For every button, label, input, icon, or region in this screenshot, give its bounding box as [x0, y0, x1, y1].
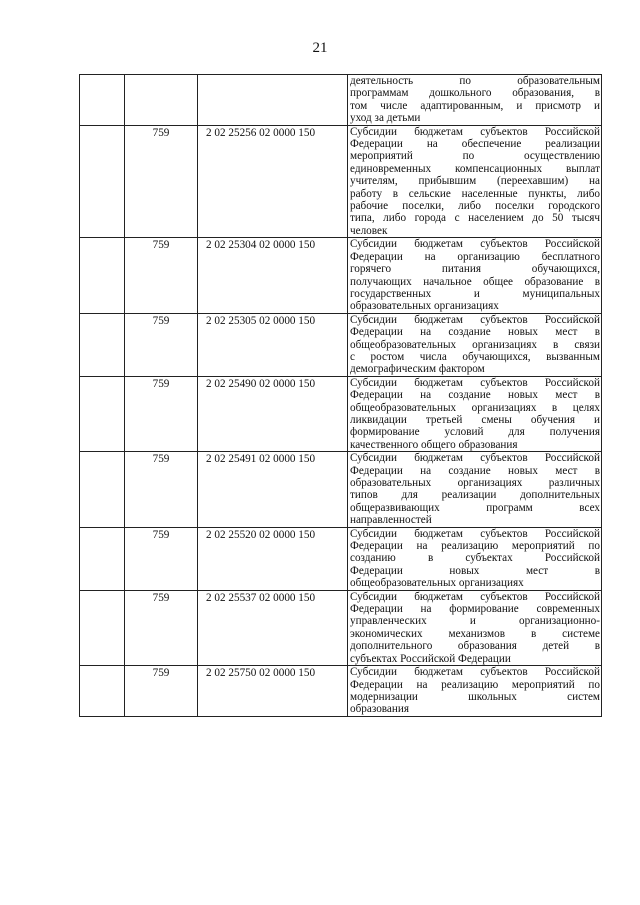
classification-code-cell — [198, 75, 348, 126]
table-row — [80, 313, 602, 376]
admin-code-cell: 759 — [125, 376, 198, 451]
description-line: модернизации школьных систем — [350, 690, 600, 703]
table-row — [80, 125, 602, 238]
admin-code-cell: 759 — [125, 313, 198, 376]
description-cell — [348, 125, 602, 238]
description-line: Субсидии бюджетам субъектов Российской — [350, 452, 600, 465]
blank-cell — [80, 75, 125, 126]
table-row — [80, 376, 602, 451]
description-line: общеобразовательных организациях в связи — [350, 338, 600, 351]
blank-cell — [80, 590, 125, 665]
description-cell — [348, 590, 602, 665]
description-line: горячего питания обучающихся, — [350, 263, 600, 276]
description-cell — [348, 452, 602, 527]
table-row — [80, 238, 602, 313]
description-line: том числе адаптированным, и присмотр и — [350, 99, 600, 112]
blank-cell — [80, 527, 125, 590]
description-line: Федерации на обеспечение реализации — [350, 138, 600, 151]
classification-code-cell: 2 02 25304 02 0000 150 — [198, 238, 348, 313]
description-line: человек — [350, 224, 388, 237]
classification-code-cell: 2 02 25490 02 0000 150 — [198, 376, 348, 451]
description-line: уход за детьми — [350, 112, 421, 125]
description-line: управленческих и организационно- — [350, 615, 600, 628]
description-line: программам дошкольного образования, в — [350, 87, 600, 100]
admin-code-cell — [125, 75, 198, 126]
table-row — [80, 666, 602, 717]
admin-code-cell: 759 — [125, 452, 198, 527]
blank-cell — [80, 376, 125, 451]
blank-cell — [80, 666, 125, 717]
table-row — [80, 75, 602, 126]
admin-code-cell: 759 — [125, 125, 198, 238]
table-row — [80, 590, 602, 665]
blank-cell — [80, 452, 125, 527]
page-number: 21 — [312, 40, 328, 56]
description-cell — [348, 313, 602, 376]
description-line: образования — [350, 703, 410, 716]
blank-cell — [80, 238, 125, 313]
description-line: Федерации на создание новых мест в — [350, 389, 600, 402]
description-cell — [348, 666, 602, 717]
description-line: субъектах Российской Федерации — [350, 652, 511, 665]
table-body — [80, 75, 602, 717]
classification-code-cell: 2 02 25256 02 0000 150 — [198, 125, 348, 238]
description-cell — [348, 376, 602, 451]
description-line: мероприятий по осуществлению — [350, 150, 600, 163]
description-line: Федерации на создание новых мест в — [350, 464, 600, 477]
description-line: Субсидии бюджетам субъектов Российской — [350, 238, 600, 251]
table-row — [80, 452, 602, 527]
description-line: Субсидии бюджетам субъектов Российской — [350, 313, 600, 326]
description-line: типа, либо города с населением до 50 тысяч — [350, 212, 600, 225]
blank-cell — [80, 125, 125, 238]
classification-code-cell: 2 02 25520 02 0000 150 — [198, 527, 348, 590]
description-line: типов для реализации дополнительных — [350, 489, 600, 502]
classification-code-cell: 2 02 25491 02 0000 150 — [198, 452, 348, 527]
description-line: Субсидии бюджетам субъектов Российской — [350, 376, 600, 389]
description-line: Федерации на организацию бесплатного — [350, 250, 600, 263]
description-line: Федерации на реализацию мероприятий по — [350, 540, 600, 553]
description-cell — [348, 527, 602, 590]
description-line: учителям, прибывшим (переехавшим) на — [350, 175, 600, 188]
admin-code-cell: 759 — [125, 666, 198, 717]
classification-code-cell: 2 02 25537 02 0000 150 — [198, 590, 348, 665]
description-line: Субсидии бюджетам субъектов Российской — [350, 590, 600, 603]
description-line: Федерации новых мест в — [350, 564, 600, 577]
description-line: демографическим фактором — [350, 363, 485, 376]
blank-cell — [80, 313, 125, 376]
description-line: общеобразовательных организациях — [350, 577, 524, 590]
description-line: с ростом числа обучающихся, вызванным — [350, 350, 600, 363]
description-line: общеразвивающих программ всех — [350, 501, 600, 514]
description-line: общеобразовательных организациях в целях — [350, 401, 600, 414]
description-line: созданию в субъектах Российской — [350, 552, 600, 565]
description-line: качественного общего образования — [350, 438, 518, 451]
description-line: Субсидии бюджетам субъектов Российской — [350, 527, 600, 540]
description-line: Федерации на формирование современных — [350, 603, 600, 616]
description-line: Федерации на реализацию мероприятий по — [350, 678, 600, 691]
admin-code-cell: 759 — [125, 527, 198, 590]
description-line: экономических механизмов в системе — [350, 627, 600, 640]
description-line: работу в сельские населенные пункты, либо — [350, 187, 600, 200]
description-line: деятельность по образовательным — [350, 75, 600, 87]
description-line: ликвидации третьей смены обучения и — [350, 413, 600, 426]
description-line: образовательных организациях различных — [350, 477, 600, 489]
description-cell — [348, 238, 602, 313]
description-line: получающих начальное общее образование в — [350, 275, 600, 288]
description-line: формирование условий для получения — [350, 426, 600, 439]
description-line: дополнительного образования детей в — [350, 640, 600, 653]
description-line: образовательных организациях — [350, 300, 499, 313]
description-line: Федерации на создание новых мест в — [350, 326, 600, 339]
budget-classification-table — [79, 74, 602, 717]
description-line: рабочие поселки, либо поселки городского — [350, 200, 600, 213]
description-line: государственных и муниципальных — [350, 287, 600, 300]
admin-code-cell: 759 — [125, 238, 198, 313]
classification-code-cell: 2 02 25305 02 0000 150 — [198, 313, 348, 376]
description-line: направленностей — [350, 514, 432, 527]
admin-code-cell: 759 — [125, 590, 198, 665]
description-cell — [348, 75, 602, 126]
description-line: Субсидии бюджетам субъектов Российской — [350, 666, 600, 679]
classification-code-cell: 2 02 25750 02 0000 150 — [198, 666, 348, 717]
table-row — [80, 527, 602, 590]
description-line: Субсидии бюджетам субъектов Российской — [350, 125, 600, 138]
description-line: единовременных компенсационных выплат — [350, 162, 600, 175]
